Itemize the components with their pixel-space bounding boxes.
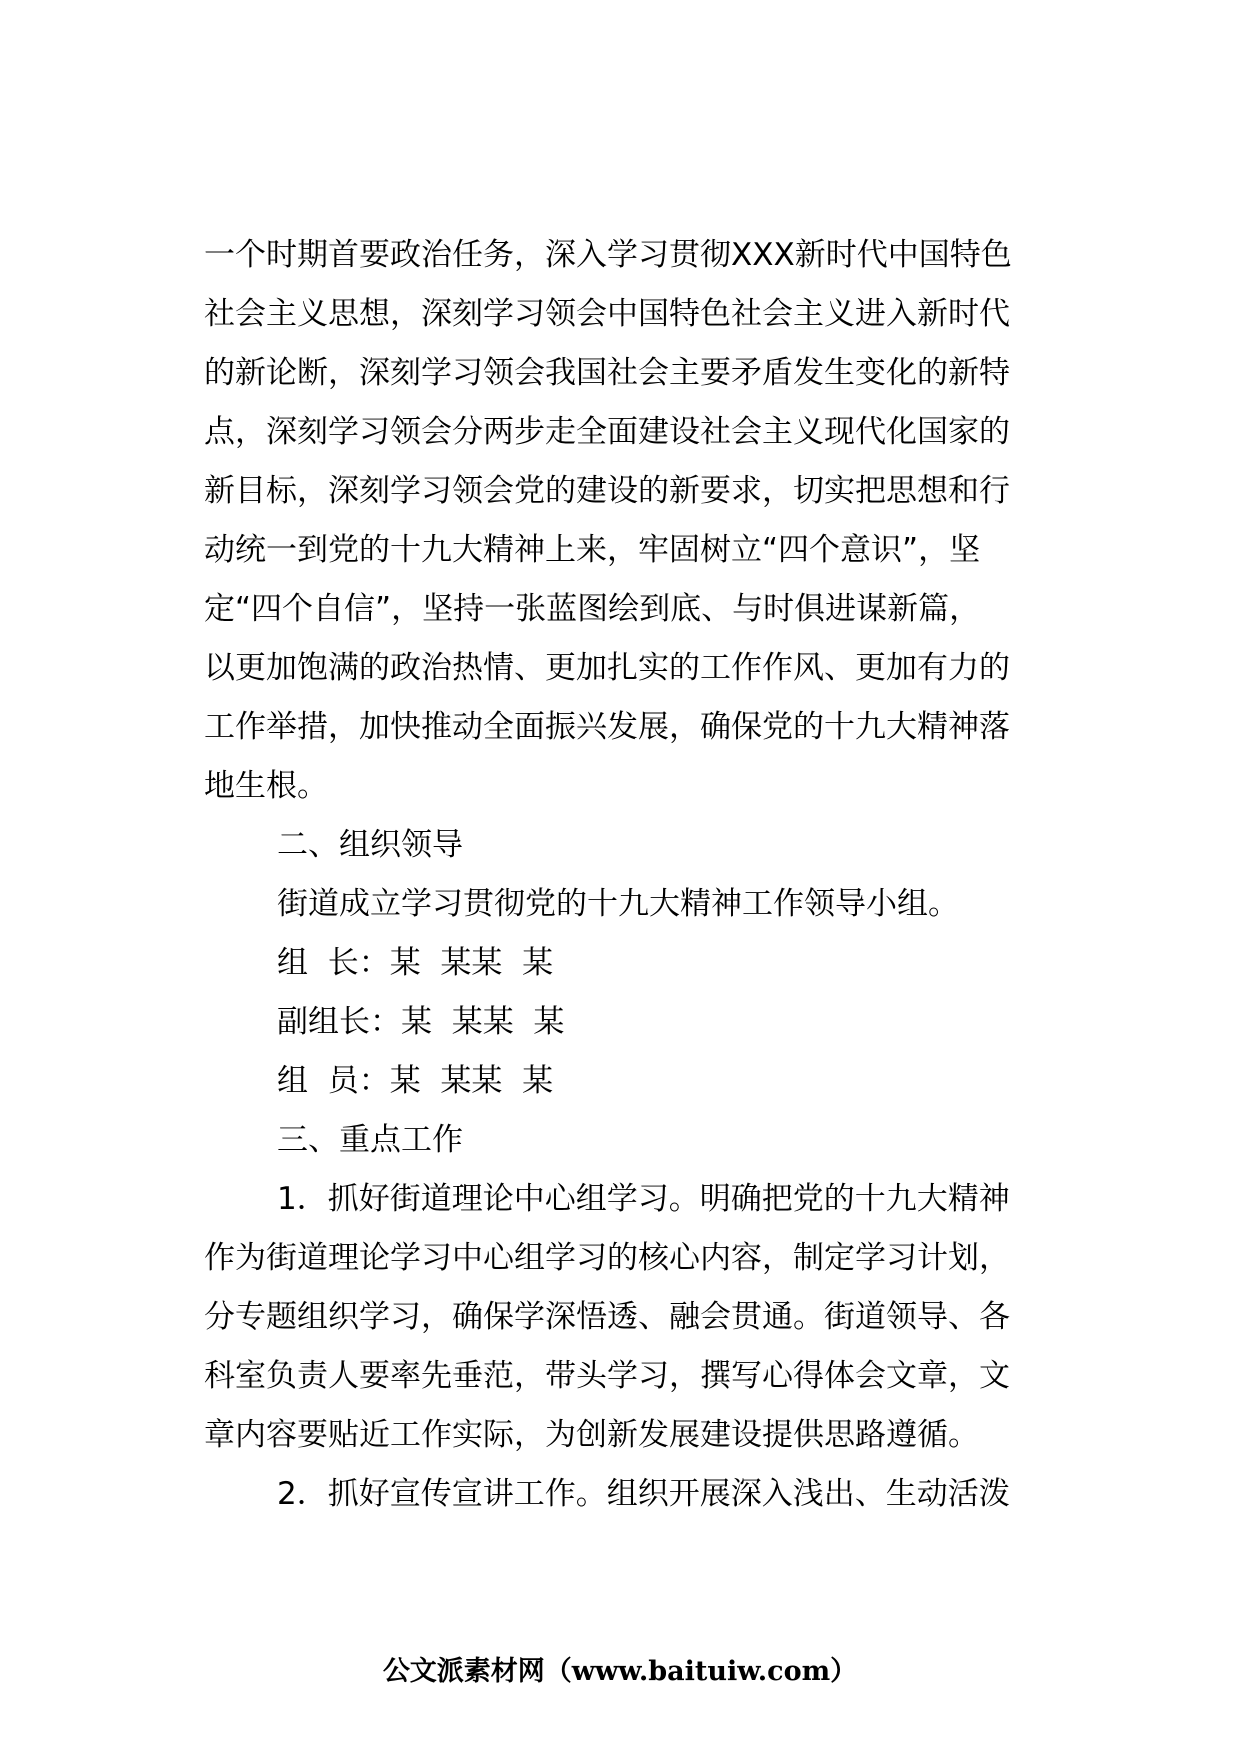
text-line: 定“四个自信”，坚持一张蓝图绘到底、与时俱进谋新篇， xyxy=(204,591,981,627)
text-line: 新目标，深刻学习领会党的建设的新要求，切实把思想和行 xyxy=(204,473,1010,509)
text-line: 1．抓好街道理论中心组学习。明确把党的十九大精神 xyxy=(277,1181,1010,1217)
text-line: 2．抓好宣传宣讲工作。组织开展深入浅出、生动活泼 xyxy=(277,1476,1010,1512)
paragraph-continuation xyxy=(204,226,1104,816)
text-line: 地生根。 xyxy=(204,768,328,804)
document-body xyxy=(204,226,1104,1524)
members-line: 组 员：某 某某 某 xyxy=(277,1063,554,1099)
section-organization xyxy=(204,816,1104,1111)
text-line: 动统一到党的十九大精神上来，牢固树立“四个意识”，坚 xyxy=(204,532,981,568)
section-heading-key-work: 三、重点工作 xyxy=(277,1122,463,1158)
section-heading-organization: 二、组织领导 xyxy=(277,827,463,863)
footer-watermark: 公文派素材网（www.baituiw.com） xyxy=(382,1656,858,1687)
leadership-intro: 街道成立学习贯彻党的十九大精神工作领导小组。 xyxy=(277,886,959,922)
text-line: 的新论断，深刻学习领会我国社会主要矛盾发生变化的新特 xyxy=(204,355,1010,391)
text-line: 作为街道理论学习中心组学习的核心内容，制定学习计划， xyxy=(204,1240,1010,1276)
text-line: 章内容要贴近工作实际，为创新发展建设提供思路遵循。 xyxy=(204,1417,979,1453)
text-line: 以更加饱满的政治热情、更加扎实的工作作风、更加有力的 xyxy=(204,650,1010,686)
text-line: 科室负责人要率先垂范，带头学习，撰写心得体会文章，文 xyxy=(204,1358,1010,1394)
section-key-work xyxy=(204,1111,1104,1524)
deputy-leader-line: 副组长：某 某某 某 xyxy=(277,1004,565,1040)
text-line: 一个时期首要政治任务，深入学习贯彻XXX新时代中国特色 xyxy=(204,237,1012,273)
text-line: 分专题组织学习，确保学深悟透、融会贯通。街道领导、各 xyxy=(204,1299,1010,1335)
text-line: 点，深刻学习领会分两步走全面建设社会主义现代化国家的 xyxy=(204,414,1010,450)
leader-line: 组 长：某 某某 某 xyxy=(277,945,554,981)
text-line: 社会主义思想，深刻学习领会中国特色社会主义进入新时代 xyxy=(204,296,1010,332)
text-line: 工作举措，加快推动全面振兴发展，确保党的十九大精神落 xyxy=(204,709,1010,745)
